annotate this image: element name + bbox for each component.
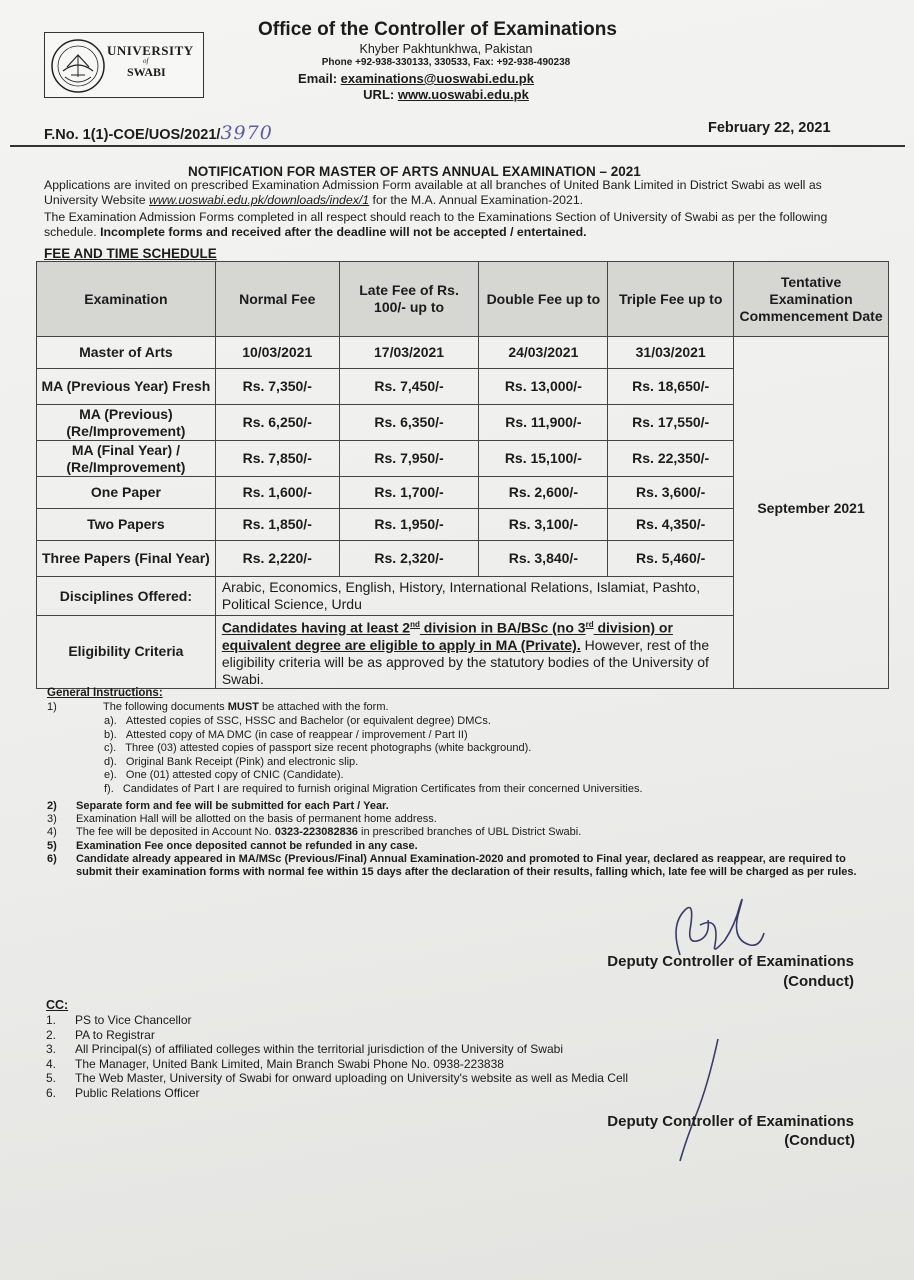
table-cell: MA (Final Year) / (Re/Improvement) (37, 441, 216, 477)
list-item (46, 1071, 746, 1086)
table-cell: 24/03/2021 (479, 337, 608, 369)
instruction-1-subitems (104, 715, 864, 796)
col-header-double-fee: Double Fee up to (479, 262, 608, 337)
table-cell: Three Papers (Final Year) (37, 541, 216, 577)
subitem-text: Original Bank Receipt (Pink) and electronic slip. (125, 755, 359, 768)
table-cell: Rs. 7,950/- (339, 441, 479, 477)
table-cell: 10/03/2021 (215, 337, 339, 369)
phone-line: Phone +92-938-330133, 330533, Fax: +92-938-490238 (321, 57, 571, 68)
table-cell: Rs. 11,900/- (479, 405, 608, 441)
table-cell: Rs. 6,250/- (215, 405, 339, 441)
instruction-3 (47, 813, 877, 826)
cc-text: The Web Master, University of Swabi for onward uploading on University's website as well as Media Cell (75, 1071, 628, 1086)
commencement-date-cell: September 2021 (734, 337, 889, 689)
table-cell: Rs. 2,220/- (215, 541, 339, 577)
table-cell: Rs. 6,350/- (339, 405, 479, 441)
table-cell: Master of Arts (37, 337, 216, 369)
subitem-number: f). (104, 782, 114, 795)
table-cell: Rs. 15,100/- (479, 441, 608, 477)
eligibility-underlined-b: division in BA/BSc (no 3 (419, 619, 586, 636)
table-cell: Rs. 2,600/- (479, 477, 608, 509)
schedule-text-a: The Examination Admission Forms completed in all respect should reach to the Examinations Section of University of Swabi as per the following schedule. (44, 210, 828, 239)
notification-date: February 22, 2021 (708, 120, 831, 136)
eligibility-label: Eligibility Criteria (37, 616, 216, 689)
list-item (46, 1057, 746, 1072)
table-cell: Rs. 3,600/- (608, 477, 734, 509)
instruction-text: Candidate already appeared in MA/MSc (Previous/Final) Annual Examination-2020 and promoted to Final year, declared as reappear, are required to submit their examination forms with normal fee within 15 days after the declaration of their results, falling which, late fee will be charged as per rules. (76, 853, 857, 878)
disciplines-label: Disciplines Offered: (37, 577, 216, 616)
instruction-text: Separate form and fee will be submitted for each Part / Year. (76, 800, 389, 812)
table-cell: Rs. 5,460/- (608, 541, 734, 577)
instruction-number: 6) (47, 853, 57, 865)
subitem-text: Three (03) attested copies of passport size recent photographs (white background). (125, 742, 532, 754)
col-header-normal-fee: Normal Fee (215, 262, 339, 337)
cc-number: 5. (46, 1071, 57, 1086)
intro-text-b: for the M.A. Annual Examination-2021. (369, 193, 584, 207)
table-cell: Rs. 22,350/- (608, 441, 734, 477)
cc-text: Public Relations Officer (75, 1085, 200, 1100)
cc-text: All Principal(s) of affiliated colleges within the territorial jurisdiction of the University of Swabi (75, 1042, 563, 1057)
instruction-number: 1) (47, 701, 57, 713)
url-line (246, 87, 646, 102)
list-item (104, 742, 864, 756)
subitem-number: d). (104, 755, 117, 768)
table-cell: Rs. 1,700/- (339, 477, 479, 509)
list-item (46, 1013, 746, 1028)
list-item (104, 783, 864, 797)
list-item (46, 1086, 746, 1101)
instruction-number: 5) (47, 840, 57, 852)
col-header-examination: Examination (37, 262, 216, 337)
downloads-link[interactable]: www.uoswabi.edu.pk/downloads/index/1 (149, 193, 370, 207)
eligibility-sup-nd: nd (410, 620, 420, 629)
list-item (104, 715, 864, 729)
table-cell: Two Papers (37, 509, 216, 541)
email-link[interactable]: examinations@uoswabi.edu.pk (340, 71, 534, 86)
cc-text: PA to Registrar (75, 1027, 155, 1042)
instruction-1 (47, 701, 877, 714)
cc-title: CC: (46, 998, 69, 1012)
cc-text: PS to Vice Chancellor (75, 1013, 192, 1027)
logo-text-of: of (143, 57, 149, 65)
handwritten-signature-2 (668, 1035, 728, 1165)
url-link[interactable]: www.uoswabi.edu.pk (397, 87, 529, 102)
instruction-6 (47, 853, 877, 879)
cc-number: 2. (46, 1027, 57, 1042)
schedule-paragraph (44, 210, 864, 240)
eligibility-underlined-c: division) or equivalent degree are eligible to apply in MA (Private). (221, 619, 673, 653)
url-label: URL: (363, 87, 398, 102)
table-cell: MA (Previous Year) Fresh (37, 369, 216, 405)
table-row (37, 337, 889, 369)
file-number-handwritten: 3970 (220, 122, 273, 144)
email-line (216, 71, 616, 86)
eligibility-sup-rd: rd (585, 620, 594, 629)
intro-text-a: Applications are invited on prescribed Examination Admission Form available at all branches of United Bank Limited in District Swabi as well as University Website (44, 178, 822, 207)
university-emblem-icon (49, 37, 107, 95)
subitem-number: e). (104, 769, 117, 781)
table-cell: Rs. 1,950/- (339, 509, 479, 541)
signatory-title-2: Deputy Controller of Examinations (607, 1113, 854, 1130)
instruction-text: Examination Hall will be allotted on the basis of permanent home address. (76, 813, 437, 825)
list-item (104, 769, 864, 783)
signatory-subtitle-2: (Conduct) (784, 1132, 855, 1149)
table-cell: Rs. 4,350/- (608, 509, 734, 541)
signatory-subtitle-1: (Conduct) (783, 973, 854, 990)
instruction-text-c: in prescribed branches of UBL District Swabi. (357, 826, 582, 838)
fee-schedule-table (36, 261, 889, 689)
header-divider (10, 145, 905, 147)
subitem-text: Candidates of Part I are required to furnish original Migration Certificates from their concerned Universities. (122, 782, 643, 795)
general-instructions-title: General Instructions: (47, 687, 163, 699)
eligibility-underlined-a: Candidates having at least 2 (221, 619, 411, 636)
instruction-number: 4) (47, 826, 57, 838)
file-number-printed: F.No. 1(1)-COE/UOS/2021/ (44, 127, 221, 143)
instruction-number: 2) (47, 800, 57, 812)
account-number: 0323-223082836 (274, 826, 358, 838)
logo-text-university: UNIVERSITY (107, 43, 194, 58)
subitem-text: Attested copy of MA DMC (in case of reappear / improvement / Part II) (125, 728, 468, 741)
subitem-number: b). (104, 728, 117, 741)
table-cell: Rs. 3,840/- (479, 541, 608, 577)
notification-title: NOTIFICATION FOR MASTER OF ARTS ANNUAL EXAMINATION – 2021 (188, 164, 641, 179)
subitem-text: Attested copies of SSC, HSSC and Bachelor (or equivalent degree) DMCs. (125, 715, 491, 727)
table-cell: Rs. 7,450/- (339, 369, 479, 405)
table-cell: One Paper (37, 477, 216, 509)
file-number (44, 122, 273, 144)
instruction-2 (47, 800, 877, 813)
table-cell: Rs. 1,850/- (215, 509, 339, 541)
eligibility-rest: However, rest of the eligibility criteria will be as approved by the statutory bodies of the University of Swabi. (221, 636, 710, 687)
instruction-number: 3) (47, 813, 57, 825)
instruction-text: Examination Fee once deposited cannot be refunded in any case. (76, 840, 418, 852)
list-item (104, 729, 864, 743)
disciplines-list: Arabic, Economics, English, History, International Relations, Islamiat, Pashto, Political Science, Urdu (215, 577, 733, 616)
table-cell: Rs. 17,550/- (608, 405, 734, 441)
list-item (46, 1042, 746, 1057)
intro-paragraph (44, 178, 864, 208)
cc-text: The Manager, United Bank Limited, Main Branch Swabi Phone No. 0938-223838 (75, 1056, 504, 1071)
col-header-triple-fee: Triple Fee up to (608, 262, 734, 337)
table-cell: Rs. 18,650/- (608, 369, 734, 405)
col-header-late-fee: Late Fee of Rs. 100/- up to (339, 262, 479, 337)
table-cell: Rs. 3,100/- (479, 509, 608, 541)
cc-number: 3. (46, 1042, 57, 1057)
table-cell: Rs. 1,600/- (215, 477, 339, 509)
cc-number: 1. (46, 1013, 57, 1027)
province-line: Khyber Pakhtunkhwa, Pakistan (359, 42, 533, 56)
table-cell: MA (Previous) (Re/Improvement) (37, 405, 216, 441)
list-item (46, 1028, 746, 1043)
logo-text-swabi: SWABI (127, 65, 166, 79)
fee-schedule-title: FEE AND TIME SCHEDULE (44, 246, 217, 261)
table-header-row (37, 262, 889, 337)
office-title: Office of the Controller of Examinations (258, 19, 617, 40)
col-header-commencement: Tentative Examination Commencement Date (734, 262, 889, 337)
instruction-text-a: The fee will be deposited in Account No. (76, 826, 275, 838)
cc-list (46, 1013, 746, 1101)
instruction-text-a: The following documents (103, 701, 228, 713)
cc-number: 4. (46, 1056, 57, 1071)
list-item (104, 756, 864, 770)
instruction-text-c: be attached with the form. (258, 701, 389, 713)
subitem-number: c). (104, 742, 117, 754)
table-cell: Rs. 7,350/- (215, 369, 339, 405)
subitem-text: One (01) attested copy of CNIC (Candidate). (125, 769, 344, 781)
table-cell: Rs. 7,850/- (215, 441, 339, 477)
eligibility-text (215, 616, 733, 689)
table-cell: 17/03/2021 (339, 337, 479, 369)
subitem-number: a). (104, 715, 117, 727)
table-cell: Rs. 13,000/- (479, 369, 608, 405)
instruction-4 (47, 826, 877, 839)
instruction-5 (47, 840, 877, 853)
deadline-warning: Incomplete forms and received after the deadline will not be accepted / entertained. (100, 225, 587, 239)
table-cell: 31/03/2021 (608, 337, 734, 369)
signatory-title-1: Deputy Controller of Examinations (607, 953, 854, 970)
cc-number: 6. (46, 1085, 57, 1100)
table-cell: Rs. 2,320/- (339, 541, 479, 577)
university-logo (44, 32, 204, 98)
email-label: Email: (298, 71, 341, 86)
instruction-must: MUST (227, 701, 259, 713)
